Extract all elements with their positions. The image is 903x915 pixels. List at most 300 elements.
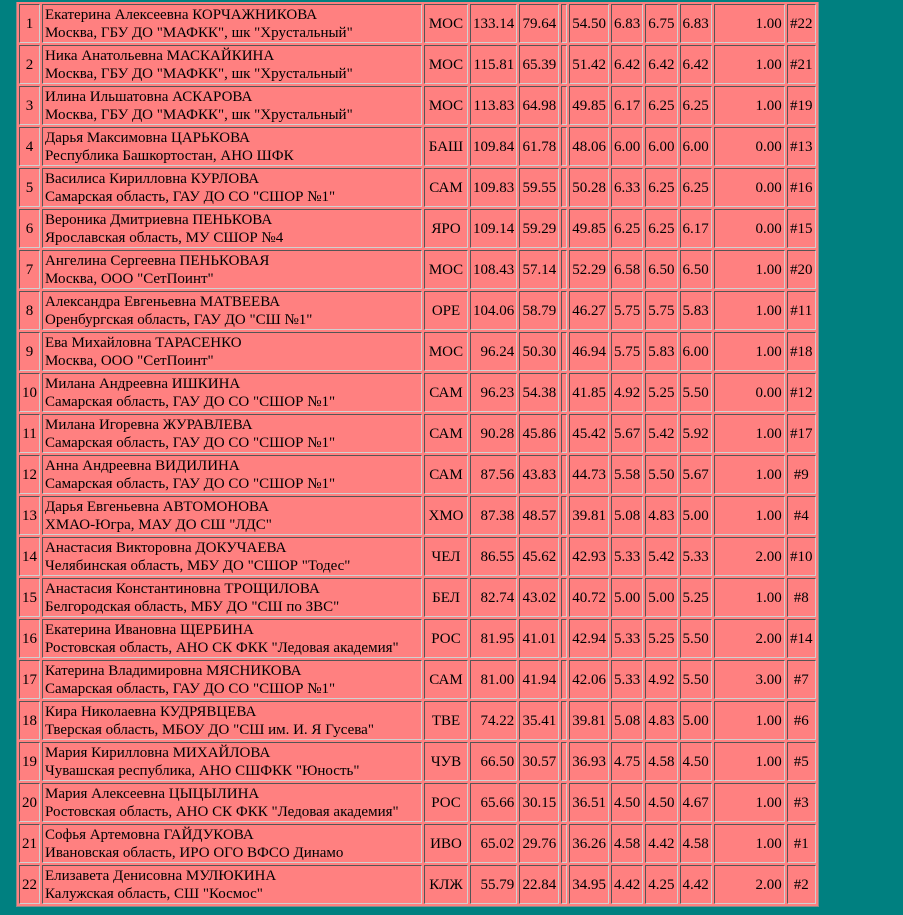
element-score-cell: 42.93 xyxy=(569,537,609,576)
start-number-cell: #13 xyxy=(787,127,816,166)
start-number-cell: #3 xyxy=(787,783,816,822)
table-row xyxy=(19,332,816,371)
region-cell: ЧУВ xyxy=(424,742,468,781)
deduction-cell: 0.00 xyxy=(714,373,785,412)
spacer-cell xyxy=(561,250,567,289)
component-2-cell: 5.42 xyxy=(645,537,677,576)
start-number-cell: #20 xyxy=(787,250,816,289)
spacer-cell xyxy=(561,496,567,535)
deduction-cell: 1.00 xyxy=(714,496,785,535)
place-cell: 21 xyxy=(19,824,40,863)
segment-score-cell: 58.79 xyxy=(519,291,559,330)
total-score-cell: 66.50 xyxy=(470,742,517,781)
component-2-cell: 4.83 xyxy=(645,701,677,740)
skater-cell xyxy=(42,291,422,330)
place-cell: 10 xyxy=(19,373,40,412)
spacer-cell xyxy=(561,865,567,904)
region-cell: ИВО xyxy=(424,824,468,863)
skater-club: ХМАО-Югра, МАУ ДО СШ "ЛДС" xyxy=(45,516,272,533)
element-score-cell: 39.81 xyxy=(569,701,609,740)
component-2-cell: 6.00 xyxy=(645,127,677,166)
start-number-cell: #17 xyxy=(787,414,816,453)
spacer-cell xyxy=(561,168,567,207)
place-cell: 13 xyxy=(19,496,40,535)
deduction-cell: 1.00 xyxy=(714,701,785,740)
deduction-cell: 1.00 xyxy=(714,332,785,371)
table-row xyxy=(19,291,816,330)
total-score-cell: 81.95 xyxy=(470,619,517,658)
skater-name: Софья Артемовна ГАЙДУКОВА xyxy=(45,826,254,843)
spacer-cell xyxy=(561,783,567,822)
skater-cell xyxy=(42,86,422,125)
start-number-cell: #12 xyxy=(787,373,816,412)
component-3-cell: 6.00 xyxy=(680,127,712,166)
skater-name: Екатерина Алексеевна КОРЧАЖНИКОВА xyxy=(45,6,318,23)
element-score-cell: 49.85 xyxy=(569,209,609,248)
segment-score-cell: 61.78 xyxy=(519,127,559,166)
component-1-cell: 6.58 xyxy=(611,250,643,289)
start-number-cell: #6 xyxy=(787,701,816,740)
component-2-cell: 6.50 xyxy=(645,250,677,289)
skater-cell xyxy=(42,250,422,289)
element-score-cell: 44.73 xyxy=(569,455,609,494)
segment-score-cell: 45.62 xyxy=(519,537,559,576)
component-3-cell: 6.00 xyxy=(680,332,712,371)
deduction-cell: 1.00 xyxy=(714,291,785,330)
start-number-cell: #18 xyxy=(787,332,816,371)
element-score-cell: 50.28 xyxy=(569,168,609,207)
total-score-cell: 81.00 xyxy=(470,660,517,699)
spacer-cell xyxy=(561,291,567,330)
component-2-cell: 6.25 xyxy=(645,209,677,248)
table-row xyxy=(19,496,816,535)
component-3-cell: 6.50 xyxy=(680,250,712,289)
element-score-cell: 34.95 xyxy=(569,865,609,904)
place-cell: 2 xyxy=(19,45,40,84)
skater-cell xyxy=(42,332,422,371)
component-2-cell: 5.42 xyxy=(645,414,677,453)
place-cell: 22 xyxy=(19,865,40,904)
deduction-cell: 1.00 xyxy=(714,455,785,494)
component-2-cell: 5.75 xyxy=(645,291,677,330)
table-row xyxy=(19,209,816,248)
table-row xyxy=(19,824,816,863)
spacer-cell xyxy=(561,414,567,453)
skater-name: Ника Анатольевна МАСКАЙКИНА xyxy=(45,47,275,64)
region-cell: САМ xyxy=(424,414,468,453)
region-cell: БЕЛ xyxy=(424,578,468,617)
element-score-cell: 54.50 xyxy=(569,4,609,43)
results-table xyxy=(16,2,819,907)
spacer-cell xyxy=(561,86,567,125)
component-1-cell: 4.75 xyxy=(611,742,643,781)
component-2-cell: 6.75 xyxy=(645,4,677,43)
deduction-cell: 1.00 xyxy=(714,4,785,43)
segment-score-cell: 41.94 xyxy=(519,660,559,699)
table-row xyxy=(19,250,816,289)
skater-name: Екатерина Ивановна ЩЕРБИНА xyxy=(45,621,254,638)
region-cell: ЧЕЛ xyxy=(424,537,468,576)
segment-score-cell: 43.83 xyxy=(519,455,559,494)
component-2-cell: 5.25 xyxy=(645,619,677,658)
place-cell: 20 xyxy=(19,783,40,822)
total-score-cell: 86.55 xyxy=(470,537,517,576)
segment-score-cell: 59.55 xyxy=(519,168,559,207)
component-2-cell: 4.58 xyxy=(645,742,677,781)
total-score-cell: 90.28 xyxy=(470,414,517,453)
skater-cell xyxy=(42,209,422,248)
start-number-cell: #22 xyxy=(787,4,816,43)
total-score-cell: 96.24 xyxy=(470,332,517,371)
total-score-cell: 74.22 xyxy=(470,701,517,740)
segment-score-cell: 50.30 xyxy=(519,332,559,371)
total-score-cell: 133.14 xyxy=(470,4,517,43)
region-cell: БАШ xyxy=(424,127,468,166)
skater-cell xyxy=(42,865,422,904)
start-number-cell: #16 xyxy=(787,168,816,207)
component-3-cell: 5.50 xyxy=(680,660,712,699)
spacer-cell xyxy=(561,578,567,617)
skater-club: Тверская область, МБОУ ДО "СШ им. И. Я Гусева" xyxy=(45,721,374,738)
component-1-cell: 5.08 xyxy=(611,496,643,535)
element-score-cell: 46.94 xyxy=(569,332,609,371)
total-score-cell: 65.02 xyxy=(470,824,517,863)
skater-name: Мария Кирилловна МИХАЙЛОВА xyxy=(45,744,271,761)
skater-cell xyxy=(42,824,422,863)
start-number-cell: #5 xyxy=(787,742,816,781)
start-number-cell: #21 xyxy=(787,45,816,84)
component-3-cell: 5.83 xyxy=(680,291,712,330)
table-row xyxy=(19,865,816,904)
start-number-cell: #4 xyxy=(787,496,816,535)
place-cell: 14 xyxy=(19,537,40,576)
total-score-cell: 55.79 xyxy=(470,865,517,904)
skater-cell xyxy=(42,45,422,84)
spacer-cell xyxy=(561,45,567,84)
element-score-cell: 48.06 xyxy=(569,127,609,166)
component-2-cell: 5.83 xyxy=(645,332,677,371)
segment-score-cell: 41.01 xyxy=(519,619,559,658)
total-score-cell: 65.66 xyxy=(470,783,517,822)
start-number-cell: #2 xyxy=(787,865,816,904)
region-cell: МОС xyxy=(424,45,468,84)
component-2-cell: 6.42 xyxy=(645,45,677,84)
skater-club: Москва, ООО "СетПоинт" xyxy=(45,352,214,369)
region-cell: КЛЖ xyxy=(424,865,468,904)
skater-cell xyxy=(42,701,422,740)
deduction-cell: 1.00 xyxy=(714,45,785,84)
spacer-cell xyxy=(561,4,567,43)
total-score-cell: 109.83 xyxy=(470,168,517,207)
component-3-cell: 4.42 xyxy=(680,865,712,904)
element-score-cell: 49.85 xyxy=(569,86,609,125)
segment-score-cell: 57.14 xyxy=(519,250,559,289)
component-3-cell: 5.25 xyxy=(680,578,712,617)
component-1-cell: 5.33 xyxy=(611,537,643,576)
place-cell: 4 xyxy=(19,127,40,166)
skater-club: Республика Башкортостан, АНО ШФК xyxy=(45,147,294,164)
skater-name: Елизавета Денисовна МУЛЮКИНА xyxy=(45,867,277,884)
skater-cell xyxy=(42,578,422,617)
total-score-cell: 82.74 xyxy=(470,578,517,617)
deduction-cell: 1.00 xyxy=(714,742,785,781)
skater-name: Мария Алексеевна ЦЫЦЫЛИНА xyxy=(45,785,260,802)
place-cell: 8 xyxy=(19,291,40,330)
table-row xyxy=(19,619,816,658)
skater-cell xyxy=(42,4,422,43)
deduction-cell: 0.00 xyxy=(714,209,785,248)
component-1-cell: 5.58 xyxy=(611,455,643,494)
element-score-cell: 41.85 xyxy=(569,373,609,412)
region-cell: РОС xyxy=(424,783,468,822)
element-score-cell: 42.94 xyxy=(569,619,609,658)
deduction-cell: 1.00 xyxy=(714,414,785,453)
deduction-cell: 2.00 xyxy=(714,865,785,904)
skater-club: Челябинская область, МБУ ДО "СШОР "Тодес" xyxy=(45,557,351,574)
skater-name: Ангелина Сергеевна ПЕНЬКОВАЯ xyxy=(45,252,270,269)
component-3-cell: 6.25 xyxy=(680,86,712,125)
skater-club: Самарская область, ГАУ ДО СО "СШОР №1" xyxy=(45,475,336,492)
element-score-cell: 52.29 xyxy=(569,250,609,289)
place-cell: 6 xyxy=(19,209,40,248)
segment-score-cell: 79.64 xyxy=(519,4,559,43)
skater-name: Анастасия Викторовна ДОКУЧАЕВА xyxy=(45,539,287,556)
component-3-cell: 6.25 xyxy=(680,168,712,207)
deduction-cell: 1.00 xyxy=(714,578,785,617)
component-2-cell: 4.25 xyxy=(645,865,677,904)
total-score-cell: 87.38 xyxy=(470,496,517,535)
place-cell: 17 xyxy=(19,660,40,699)
place-cell: 11 xyxy=(19,414,40,453)
table-row xyxy=(19,168,816,207)
spacer-cell xyxy=(561,619,567,658)
start-number-cell: #11 xyxy=(787,291,816,330)
segment-score-cell: 54.38 xyxy=(519,373,559,412)
component-2-cell: 4.50 xyxy=(645,783,677,822)
total-score-cell: 109.84 xyxy=(470,127,517,166)
skater-club: Ярославская область, МУ СШОР №4 xyxy=(45,229,284,246)
component-1-cell: 5.00 xyxy=(611,578,643,617)
skater-name: Анна Андреевна ВИДИЛИНА xyxy=(45,457,240,474)
table-row xyxy=(19,455,816,494)
place-cell: 16 xyxy=(19,619,40,658)
region-cell: МОС xyxy=(424,250,468,289)
region-cell: САМ xyxy=(424,373,468,412)
start-number-cell: #15 xyxy=(787,209,816,248)
skater-cell xyxy=(42,783,422,822)
place-cell: 7 xyxy=(19,250,40,289)
element-score-cell: 36.26 xyxy=(569,824,609,863)
region-cell: МОС xyxy=(424,86,468,125)
skater-name: Ева Михайловна ТАРАСЕНКО xyxy=(45,334,242,351)
spacer-cell xyxy=(561,373,567,412)
table-row xyxy=(19,537,816,576)
skater-cell xyxy=(42,496,422,535)
table-row xyxy=(19,127,816,166)
total-score-cell: 115.81 xyxy=(470,45,517,84)
component-3-cell: 4.67 xyxy=(680,783,712,822)
segment-score-cell: 22.84 xyxy=(519,865,559,904)
deduction-cell: 0.00 xyxy=(714,168,785,207)
skater-club: Самарская область, ГАУ ДО СО "СШОР №1" xyxy=(45,434,336,451)
segment-score-cell: 59.29 xyxy=(519,209,559,248)
deduction-cell: 0.00 xyxy=(714,127,785,166)
element-score-cell: 36.93 xyxy=(569,742,609,781)
component-1-cell: 5.08 xyxy=(611,701,643,740)
total-score-cell: 108.43 xyxy=(470,250,517,289)
component-3-cell: 5.67 xyxy=(680,455,712,494)
skater-club: Ивановская область, ИРО ОГО ВФСО Динамо xyxy=(45,844,344,861)
component-1-cell: 4.92 xyxy=(611,373,643,412)
table-row xyxy=(19,373,816,412)
region-cell: ТВЕ xyxy=(424,701,468,740)
table-row xyxy=(19,4,816,43)
start-number-cell: #19 xyxy=(787,86,816,125)
skater-club: Белгородская область, МБУ ДО "СШ по ЗВС" xyxy=(45,598,340,615)
skater-cell xyxy=(42,660,422,699)
skater-name: Илина Ильшатовна АСКАРОВА xyxy=(45,88,253,105)
component-1-cell: 5.75 xyxy=(611,291,643,330)
place-cell: 15 xyxy=(19,578,40,617)
component-2-cell: 4.83 xyxy=(645,496,677,535)
segment-score-cell: 48.57 xyxy=(519,496,559,535)
element-score-cell: 42.06 xyxy=(569,660,609,699)
component-3-cell: 6.42 xyxy=(680,45,712,84)
segment-score-cell: 30.57 xyxy=(519,742,559,781)
skater-cell xyxy=(42,537,422,576)
component-1-cell: 4.50 xyxy=(611,783,643,822)
skater-cell xyxy=(42,455,422,494)
place-cell: 19 xyxy=(19,742,40,781)
segment-score-cell: 35.41 xyxy=(519,701,559,740)
element-score-cell: 40.72 xyxy=(569,578,609,617)
start-number-cell: #9 xyxy=(787,455,816,494)
spacer-cell xyxy=(561,332,567,371)
place-cell: 3 xyxy=(19,86,40,125)
region-cell: ОРЕ xyxy=(424,291,468,330)
component-3-cell: 5.92 xyxy=(680,414,712,453)
region-cell: РОС xyxy=(424,619,468,658)
spacer-cell xyxy=(561,660,567,699)
element-score-cell: 39.81 xyxy=(569,496,609,535)
skater-cell xyxy=(42,373,422,412)
total-score-cell: 109.14 xyxy=(470,209,517,248)
region-cell: МОС xyxy=(424,332,468,371)
component-3-cell: 4.50 xyxy=(680,742,712,781)
component-1-cell: 6.17 xyxy=(611,86,643,125)
skater-club: Ростовская область, АНО СК ФКК "Ледовая академия" xyxy=(45,639,399,656)
component-1-cell: 6.42 xyxy=(611,45,643,84)
element-score-cell: 45.42 xyxy=(569,414,609,453)
component-1-cell: 6.25 xyxy=(611,209,643,248)
segment-score-cell: 64.98 xyxy=(519,86,559,125)
table-row xyxy=(19,414,816,453)
region-cell: ЯРО xyxy=(424,209,468,248)
skater-club: Самарская область, ГАУ ДО СО "СШОР №1" xyxy=(45,393,336,410)
segment-score-cell: 29.76 xyxy=(519,824,559,863)
table-row xyxy=(19,660,816,699)
skater-cell xyxy=(42,619,422,658)
spacer-cell xyxy=(561,742,567,781)
skater-name: Анастасия Константиновна ТРОЩИЛОВА xyxy=(45,580,320,597)
component-2-cell: 5.25 xyxy=(645,373,677,412)
segment-score-cell: 45.86 xyxy=(519,414,559,453)
skater-cell xyxy=(42,742,422,781)
table-row xyxy=(19,742,816,781)
place-cell: 12 xyxy=(19,455,40,494)
table-row xyxy=(19,783,816,822)
element-score-cell: 36.51 xyxy=(569,783,609,822)
skater-club: Москва, ГБУ ДО "МАФКК", шк "Хрустальный" xyxy=(45,65,353,82)
results-body xyxy=(19,4,816,904)
element-score-cell: 51.42 xyxy=(569,45,609,84)
segment-score-cell: 30.15 xyxy=(519,783,559,822)
spacer-cell xyxy=(561,209,567,248)
skater-club: Самарская область, ГАУ ДО СО "СШОР №1" xyxy=(45,680,336,697)
component-1-cell: 4.58 xyxy=(611,824,643,863)
spacer-cell xyxy=(561,455,567,494)
region-cell: ХМО xyxy=(424,496,468,535)
skater-name: Милана Андреевна ИШКИНА xyxy=(45,375,241,392)
total-score-cell: 113.83 xyxy=(470,86,517,125)
component-1-cell: 5.67 xyxy=(611,414,643,453)
component-3-cell: 6.17 xyxy=(680,209,712,248)
skater-cell xyxy=(42,414,422,453)
deduction-cell: 1.00 xyxy=(714,250,785,289)
deduction-cell: 2.00 xyxy=(714,537,785,576)
component-1-cell: 5.33 xyxy=(611,660,643,699)
place-cell: 18 xyxy=(19,701,40,740)
segment-score-cell: 43.02 xyxy=(519,578,559,617)
table-row xyxy=(19,701,816,740)
component-1-cell: 5.75 xyxy=(611,332,643,371)
component-3-cell: 6.83 xyxy=(680,4,712,43)
spacer-cell xyxy=(561,127,567,166)
skater-club: Ростовская область, АНО СК ФКК "Ледовая академия" xyxy=(45,803,399,820)
deduction-cell: 1.00 xyxy=(714,86,785,125)
component-3-cell: 5.00 xyxy=(680,701,712,740)
skater-name: Кира Николаевна КУДРЯВЦЕВА xyxy=(45,703,257,720)
region-cell: САМ xyxy=(424,660,468,699)
skater-cell xyxy=(42,127,422,166)
component-2-cell: 6.25 xyxy=(645,168,677,207)
skater-club: Чувашская республика, АНО СШФКК "Юность" xyxy=(45,762,360,779)
component-2-cell: 6.25 xyxy=(645,86,677,125)
skater-name: Дарья Евгеньевна АВТОМОНОВА xyxy=(45,498,269,515)
skater-club: Москва, ГБУ ДО "МАФКК", шк "Хрустальный" xyxy=(45,106,353,123)
start-number-cell: #10 xyxy=(787,537,816,576)
deduction-cell: 1.00 xyxy=(714,783,785,822)
skater-club: Оренбургская область, ГАУ ДО "СШ №1" xyxy=(45,311,313,328)
start-number-cell: #8 xyxy=(787,578,816,617)
element-score-cell: 46.27 xyxy=(569,291,609,330)
skater-club: Москва, ГБУ ДО "МАФКК", шк "Хрустальный" xyxy=(45,24,353,41)
component-2-cell: 5.00 xyxy=(645,578,677,617)
skater-name: Милана Игоревна ЖУРАВЛЕВА xyxy=(45,416,253,433)
table-row xyxy=(19,45,816,84)
total-score-cell: 87.56 xyxy=(470,455,517,494)
skater-club: Калужская область, СШ "Космос" xyxy=(45,885,263,902)
component-1-cell: 6.00 xyxy=(611,127,643,166)
start-number-cell: #7 xyxy=(787,660,816,699)
skater-name: Вероника Дмитриевна ПЕНЬКОВА xyxy=(45,211,273,228)
place-cell: 5 xyxy=(19,168,40,207)
total-score-cell: 104.06 xyxy=(470,291,517,330)
component-3-cell: 5.00 xyxy=(680,496,712,535)
component-1-cell: 4.42 xyxy=(611,865,643,904)
place-cell: 1 xyxy=(19,4,40,43)
total-score-cell: 96.23 xyxy=(470,373,517,412)
